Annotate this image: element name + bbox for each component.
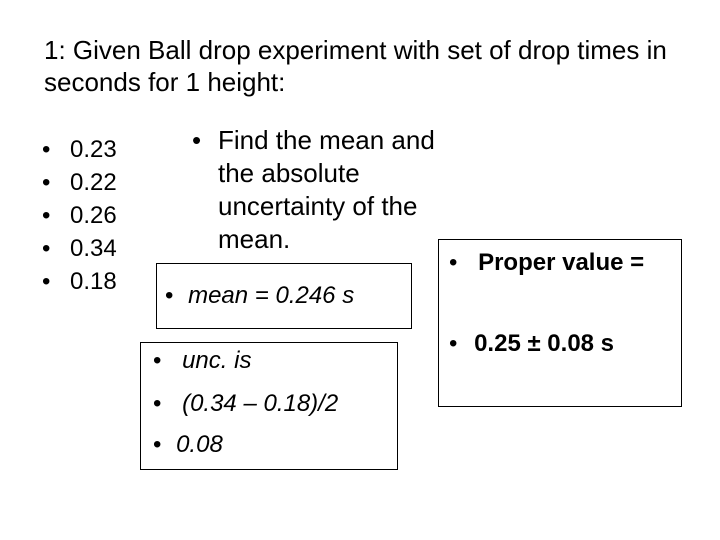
bullet-icon: • (42, 169, 51, 196)
proper-value-box (438, 239, 682, 407)
bullet-icon: • (449, 330, 458, 357)
proper-value-line: • 0.25 ± 0.08 s (449, 330, 615, 357)
bullet-icon: • (153, 347, 162, 374)
uncertainty-line: • (0.34 – 0.18)/2 (153, 390, 339, 417)
bullet-icon: • (153, 390, 162, 417)
task-text (192, 124, 435, 256)
task-line: uncertainty of the (218, 191, 418, 221)
list-item (42, 166, 117, 199)
task-line: mean. (218, 224, 291, 254)
uncertainty-box (140, 342, 398, 470)
drop-time: 0.18 (70, 268, 117, 295)
bullet-icon: • (42, 268, 51, 295)
drop-time: 0.26 (70, 202, 117, 229)
uncertainty-line: • 0.08 (153, 431, 223, 458)
drop-time: 0.22 (70, 169, 117, 196)
mean-line: • mean = 0.246 s (165, 282, 355, 309)
proper-value-label-line: • Proper value = (449, 249, 645, 276)
uncertainty-line: • unc. is (153, 347, 252, 374)
slide-title: 1: Given Ball drop experiment with set of drop times in seconds for 1 height: (44, 35, 667, 97)
bullet-icon: • (192, 125, 202, 155)
bullet-icon: • (42, 136, 51, 163)
drop-times-list (42, 133, 117, 298)
list-item (42, 232, 117, 265)
list-item (42, 199, 117, 232)
task-line: • Find the mean and (192, 125, 435, 155)
list-item (42, 265, 117, 298)
list-item (42, 133, 117, 166)
bullet-icon: • (153, 431, 162, 458)
drop-time: 0.23 (70, 136, 117, 163)
bullet-icon: • (165, 282, 174, 309)
bullet-icon: • (42, 235, 51, 262)
bullet-icon: • (449, 249, 458, 276)
drop-time: 0.34 (70, 235, 117, 262)
task-line: the absolute (218, 158, 360, 188)
mean-box (156, 263, 412, 329)
bullet-icon: • (42, 202, 51, 229)
